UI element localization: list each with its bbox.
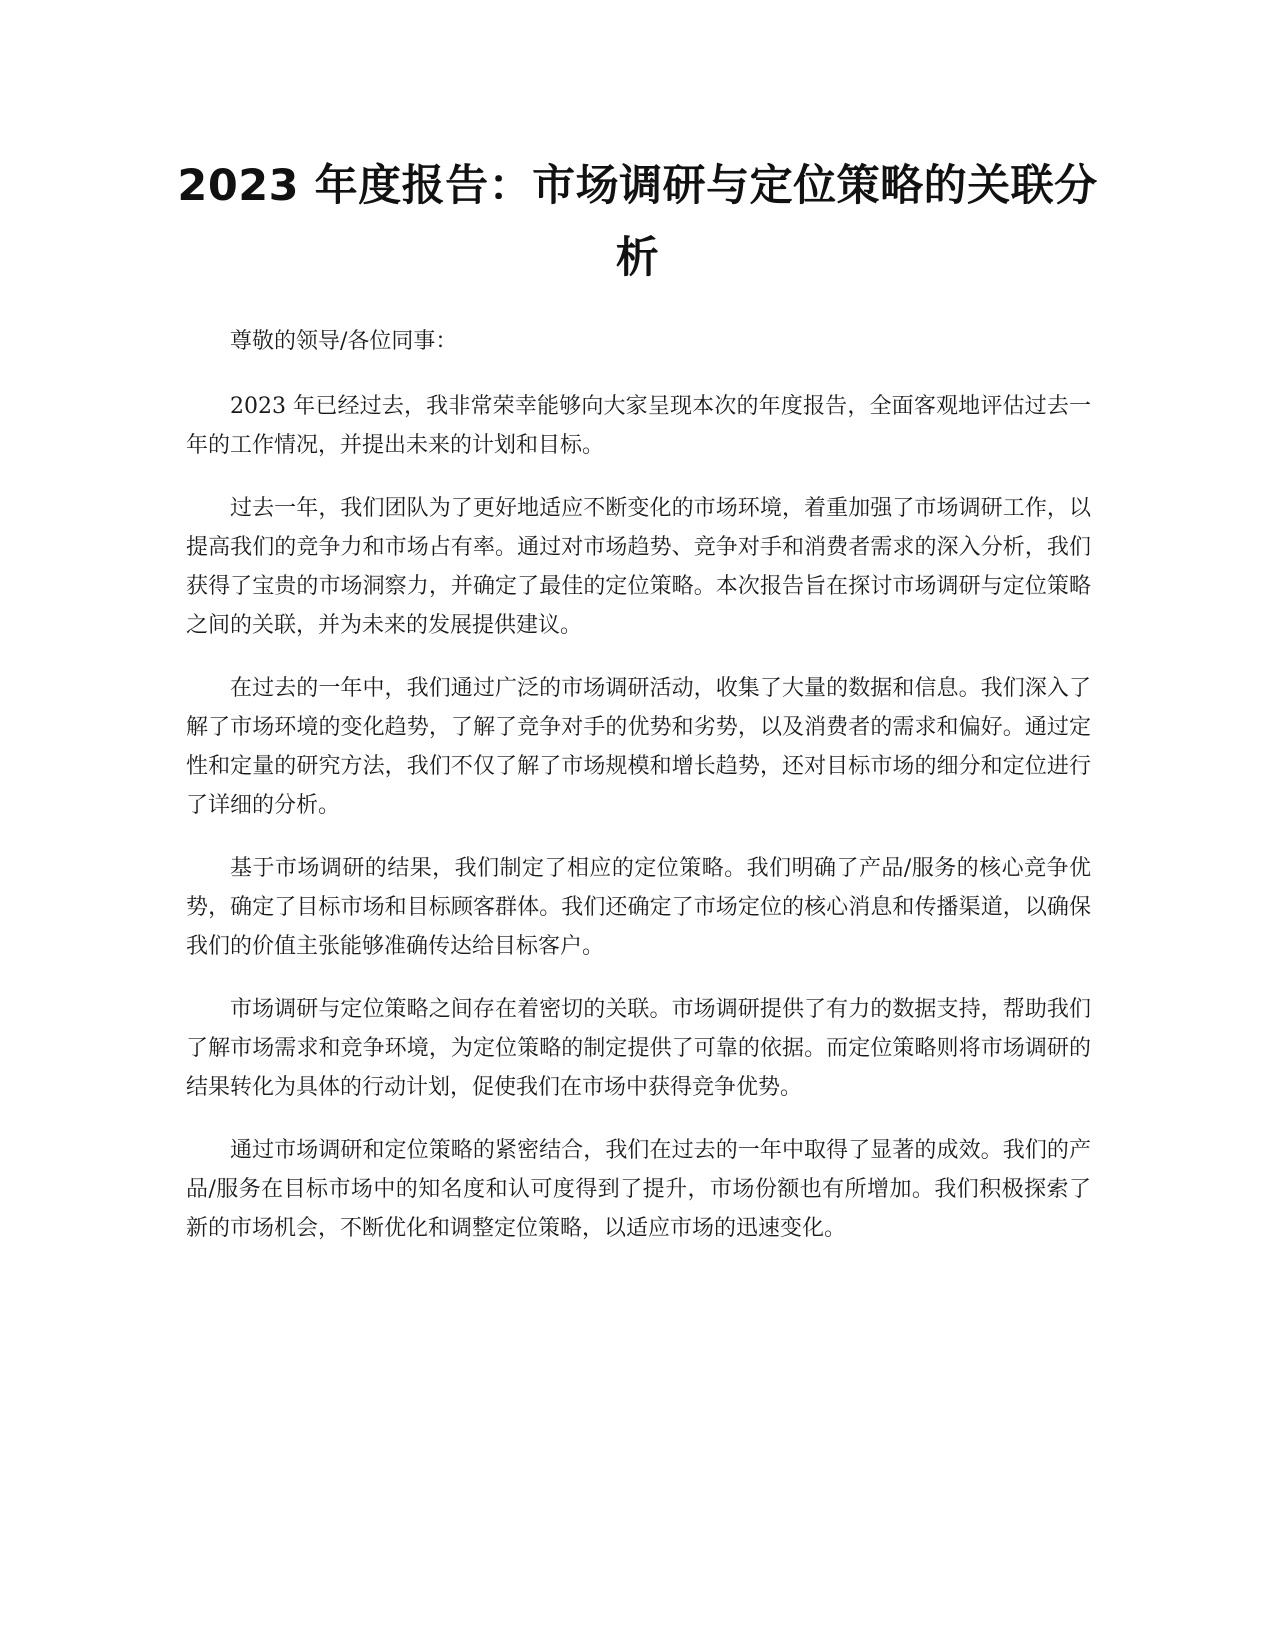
body-paragraph-relationship: 市场调研与定位策略之间存在着密切的关联。市场调研提供了有力的数据支持，帮助我们了解市场需求和竞争环境，为定位策略的制定提供了可靠的依据。而定位策略则将市场调研的结果转化为具体的行动计划，促使我们在市场中获得竞争优势。	[186, 997, 1091, 1100]
intro-paragraph: 2023 年已经过去，我非常荣幸能够向大家呈现本次的年度报告，全面客观地评估过去一年的工作情况，并提出未来的计划和目标。	[186, 394, 1091, 458]
body-paragraph-positioning-strategy: 基于市场调研的结果，我们制定了相应的定位策略。我们明确了产品/服务的核心竞争优势，确定了目标市场和目标顾客群体。我们还确定了市场定位的核心消息和传播渠道，以确保我们的价值主张能够准确传达给目标客户。	[186, 856, 1091, 959]
salutation-paragraph: 尊敬的领导/各位同事：	[230, 329, 458, 354]
document-body	[186, 322, 1091, 1272]
document-title: 2023 年度报告：市场调研与定位策略的关联分析	[177, 161, 1098, 283]
body-paragraph-data-collection: 在过去的一年中，我们通过广泛的市场调研活动，收集了大量的数据和信息。我们深入了解了市场环境的变化趋势，了解了竞争对手的优势和劣势，以及消费者的需求和偏好。通过定性和定量的研究方法，我们不仅了解了市场规模和增长趋势，还对目标市场的细分和定位进行了详细的分析。	[186, 676, 1091, 818]
body-paragraph-results: 通过市场调研和定位策略的紧密结合，我们在过去的一年中取得了显著的成效。我们的产品/服务在目标市场中的知名度和认可度得到了提升，市场份额也有所增加。我们积极探索了新的市场机会，不断优化和调整定位策略，以适应市场的迅速变化。	[186, 1138, 1091, 1241]
body-paragraph-market-research: 过去一年，我们团队为了更好地适应不断变化的市场环境，着重加强了市场调研工作，以提高我们的竞争力和市场占有率。通过对市场趋势、竞争对手和消费者需求的深入分析，我们获得了宝贵的市场洞察力，并确定了最佳的定位策略。本次报告旨在探讨市场调研与定位策略之间的关联，并为未来的发展提供建议。	[186, 496, 1091, 638]
